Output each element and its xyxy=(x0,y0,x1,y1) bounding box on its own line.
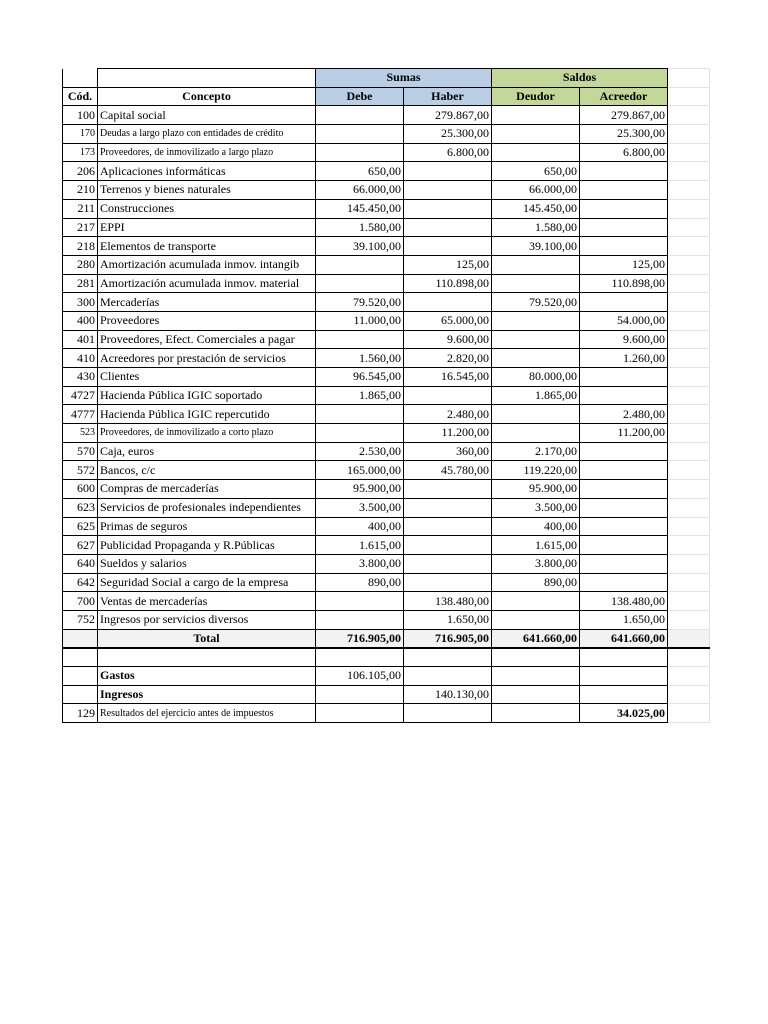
acreedor-cell: 11.200,00 xyxy=(580,424,668,443)
debe-cell: 1.615,00 xyxy=(316,536,404,555)
acreedor-cell: 279.867,00 xyxy=(580,106,668,125)
account-concept: Proveedores xyxy=(98,311,316,330)
acreedor-cell xyxy=(580,237,668,256)
ingresos-row-value: 140.130,00 xyxy=(404,685,492,704)
debe-cell: 400,00 xyxy=(316,517,404,536)
table-row xyxy=(63,536,710,555)
deudor-cell xyxy=(492,424,580,443)
debe-cell: 3.800,00 xyxy=(316,554,404,573)
total-debe: 716.905,00 xyxy=(316,629,404,648)
account-concept: Bancos, c/c xyxy=(98,461,316,480)
total-row xyxy=(63,629,710,648)
acreedor-cell xyxy=(580,573,668,592)
gastos-row xyxy=(63,667,710,686)
haber-cell: 360,00 xyxy=(404,442,492,461)
gastos-row-label: Gastos xyxy=(98,667,316,686)
table-row xyxy=(63,442,710,461)
debe-cell: 1.560,00 xyxy=(316,349,404,368)
deudor-cell xyxy=(492,330,580,349)
deudor-cell: 80.000,00 xyxy=(492,368,580,387)
cod-header: Cód. xyxy=(63,87,98,106)
debe-cell xyxy=(316,274,404,293)
account-concept: Mercaderías xyxy=(98,293,316,312)
table-row xyxy=(63,311,710,330)
account-concept: Caja, euros xyxy=(98,442,316,461)
haber-cell: 6.800,00 xyxy=(404,143,492,162)
account-code: 4777 xyxy=(63,405,98,424)
haber-cell: 16.545,00 xyxy=(404,368,492,387)
table-row xyxy=(63,255,710,274)
haber-cell: 2.820,00 xyxy=(404,349,492,368)
account-code: 170 xyxy=(63,125,98,144)
deudor-cell: 2.170,00 xyxy=(492,442,580,461)
debe-cell: 66.000,00 xyxy=(316,181,404,200)
acreedor-cell xyxy=(580,554,668,573)
acreedor-cell xyxy=(580,218,668,237)
account-code: 211 xyxy=(63,199,98,218)
account-code: 570 xyxy=(63,442,98,461)
total-acreedor: 641.660,00 xyxy=(580,629,668,648)
haber-cell xyxy=(404,554,492,573)
account-concept: Proveedores, de inmovilizado a corto plazo xyxy=(98,424,316,443)
table-row xyxy=(63,181,710,200)
account-code: 218 xyxy=(63,237,98,256)
account-concept: Acreedores por prestación de servicios xyxy=(98,349,316,368)
debe-cell xyxy=(316,610,404,629)
account-concept: Amortización acumulada inmov. intangib xyxy=(98,255,316,274)
account-code: 410 xyxy=(63,349,98,368)
deudor-cell xyxy=(492,610,580,629)
haber-cell: 279.867,00 xyxy=(404,106,492,125)
deudor-cell: 3.500,00 xyxy=(492,498,580,517)
table-row xyxy=(63,368,710,387)
account-concept: Hacienda Pública IGIC repercutido xyxy=(98,405,316,424)
acreedor-cell: 125,00 xyxy=(580,255,668,274)
deudor-cell: 66.000,00 xyxy=(492,181,580,200)
account-concept: Proveedores, Efect. Comerciales a pagar xyxy=(98,330,316,349)
debe-cell: 2.530,00 xyxy=(316,442,404,461)
debe-cell xyxy=(316,330,404,349)
acreedor-cell xyxy=(580,536,668,555)
total-deudor: 641.660,00 xyxy=(492,629,580,648)
haber-cell: 65.000,00 xyxy=(404,311,492,330)
acreedor-cell xyxy=(580,517,668,536)
account-concept: Aplicaciones informáticas xyxy=(98,162,316,181)
account-code: 401 xyxy=(63,330,98,349)
sumas-header: Sumas xyxy=(316,69,492,88)
debe-cell: 79.520,00 xyxy=(316,293,404,312)
debe-cell: 165.000,00 xyxy=(316,461,404,480)
haber-cell xyxy=(404,386,492,405)
table-row xyxy=(63,592,710,611)
account-concept: Clientes xyxy=(98,368,316,387)
acreedor-cell xyxy=(580,181,668,200)
deudor-cell: 145.450,00 xyxy=(492,199,580,218)
account-code: 4727 xyxy=(63,386,98,405)
account-code: 210 xyxy=(63,181,98,200)
account-code: 430 xyxy=(63,368,98,387)
acreedor-cell: 110.898,00 xyxy=(580,274,668,293)
haber-cell xyxy=(404,162,492,181)
deudor-cell xyxy=(492,311,580,330)
haber-cell: 110.898,00 xyxy=(404,274,492,293)
deudor-cell: 890,00 xyxy=(492,573,580,592)
resultado-row-value: 34.025,00 xyxy=(580,704,668,723)
column-header-row xyxy=(63,87,710,106)
deudor-cell xyxy=(492,274,580,293)
account-concept: Terrenos y bienes naturales xyxy=(98,181,316,200)
acreedor-cell: 9.600,00 xyxy=(580,330,668,349)
account-concept: Seguridad Social a cargo de la empresa xyxy=(98,573,316,592)
acreedor-cell xyxy=(580,498,668,517)
deudor-cell xyxy=(492,255,580,274)
haber-cell: 2.480,00 xyxy=(404,405,492,424)
resultado-row xyxy=(63,704,710,723)
haber-cell xyxy=(404,573,492,592)
deudor-cell: 400,00 xyxy=(492,517,580,536)
acreedor-header: Acreedor xyxy=(580,87,668,106)
account-concept: Compras de mercaderías xyxy=(98,480,316,499)
debe-header: Debe xyxy=(316,87,404,106)
debe-cell xyxy=(316,592,404,611)
account-code: 700 xyxy=(63,592,98,611)
ingresos-row-label: Ingresos xyxy=(98,685,316,704)
table-row xyxy=(63,162,710,181)
account-concept: Sueldos y salarios xyxy=(98,554,316,573)
table-row xyxy=(63,106,710,125)
account-code: 642 xyxy=(63,573,98,592)
account-code: 523 xyxy=(63,424,98,443)
deudor-cell: 79.520,00 xyxy=(492,293,580,312)
table-row xyxy=(63,461,710,480)
ingresos-row xyxy=(63,685,710,704)
account-code: 627 xyxy=(63,536,98,555)
deudor-cell xyxy=(492,349,580,368)
haber-cell xyxy=(404,517,492,536)
table-row xyxy=(63,610,710,629)
acreedor-cell: 6.800,00 xyxy=(580,143,668,162)
group-header-row xyxy=(63,69,710,88)
haber-cell xyxy=(404,218,492,237)
debe-cell: 96.545,00 xyxy=(316,368,404,387)
haber-cell xyxy=(404,293,492,312)
haber-cell xyxy=(404,536,492,555)
total-haber: 716.905,00 xyxy=(404,629,492,648)
debe-cell xyxy=(316,125,404,144)
haber-cell xyxy=(404,237,492,256)
debe-cell xyxy=(316,255,404,274)
debe-cell: 95.900,00 xyxy=(316,480,404,499)
table-row xyxy=(63,143,710,162)
account-concept: Deudas a largo plazo con entidades de crédito xyxy=(98,125,316,144)
table-row xyxy=(63,405,710,424)
account-code: 206 xyxy=(63,162,98,181)
haber-cell: 45.780,00 xyxy=(404,461,492,480)
table-row xyxy=(63,218,710,237)
acreedor-cell xyxy=(580,368,668,387)
deudor-cell: 1.580,00 xyxy=(492,218,580,237)
deudor-cell xyxy=(492,143,580,162)
deudor-cell xyxy=(492,125,580,144)
debe-cell xyxy=(316,143,404,162)
table-row xyxy=(63,199,710,218)
acreedor-cell xyxy=(580,199,668,218)
account-code: 640 xyxy=(63,554,98,573)
haber-cell: 9.600,00 xyxy=(404,330,492,349)
table-row xyxy=(63,386,710,405)
table-row xyxy=(63,480,710,499)
acreedor-cell: 2.480,00 xyxy=(580,405,668,424)
deudor-cell: 95.900,00 xyxy=(492,480,580,499)
account-concept: Hacienda Pública IGIC soportado xyxy=(98,386,316,405)
acreedor-cell xyxy=(580,442,668,461)
table-row xyxy=(63,330,710,349)
debe-cell: 1.865,00 xyxy=(316,386,404,405)
haber-cell xyxy=(404,480,492,499)
debe-cell: 650,00 xyxy=(316,162,404,181)
account-concept: Publicidad Propaganda y R.Públicas xyxy=(98,536,316,555)
debe-cell: 890,00 xyxy=(316,573,404,592)
account-code: 752 xyxy=(63,610,98,629)
debe-cell: 39.100,00 xyxy=(316,237,404,256)
account-code: 572 xyxy=(63,461,98,480)
saldos-header: Saldos xyxy=(492,69,668,88)
haber-cell: 125,00 xyxy=(404,255,492,274)
acreedor-cell xyxy=(580,480,668,499)
account-concept: Ingresos por servicios diversos xyxy=(98,610,316,629)
deudor-cell: 119.220,00 xyxy=(492,461,580,480)
debe-cell xyxy=(316,106,404,125)
account-concept: Ventas de mercaderías xyxy=(98,592,316,611)
haber-cell: 138.480,00 xyxy=(404,592,492,611)
haber-cell: 1.650,00 xyxy=(404,610,492,629)
trial-balance-table xyxy=(62,68,710,723)
account-code: 173 xyxy=(63,143,98,162)
acreedor-cell: 54.000,00 xyxy=(580,311,668,330)
table-row xyxy=(63,274,710,293)
table-row xyxy=(63,424,710,443)
acreedor-cell xyxy=(580,386,668,405)
table-row xyxy=(63,554,710,573)
deudor-cell: 1.615,00 xyxy=(492,536,580,555)
account-concept: Amortización acumulada inmov. material xyxy=(98,274,316,293)
debe-cell: 145.450,00 xyxy=(316,199,404,218)
account-code: 625 xyxy=(63,517,98,536)
deudor-cell xyxy=(492,106,580,125)
account-code: 280 xyxy=(63,255,98,274)
debe-cell xyxy=(316,405,404,424)
acreedor-cell: 1.650,00 xyxy=(580,610,668,629)
deudor-cell xyxy=(492,592,580,611)
haber-cell: 11.200,00 xyxy=(404,424,492,443)
account-code: 300 xyxy=(63,293,98,312)
account-concept: Servicios de profesionales independientes xyxy=(98,498,316,517)
deudor-cell: 650,00 xyxy=(492,162,580,181)
acreedor-cell: 138.480,00 xyxy=(580,592,668,611)
haber-header: Haber xyxy=(404,87,492,106)
spacer-row xyxy=(63,648,710,667)
account-code: 129 xyxy=(63,704,98,723)
table-row xyxy=(63,237,710,256)
haber-cell: 25.300,00 xyxy=(404,125,492,144)
deudor-cell: 3.800,00 xyxy=(492,554,580,573)
account-code: 217 xyxy=(63,218,98,237)
table-row xyxy=(63,573,710,592)
haber-cell xyxy=(404,498,492,517)
table-row xyxy=(63,349,710,368)
account-concept: Elementos de transporte xyxy=(98,237,316,256)
resultado-row-label: Resultados del ejercicio antes de impuestos xyxy=(98,704,316,723)
table-row xyxy=(63,498,710,517)
account-concept: Proveedores, de inmovilizado a largo plazo xyxy=(98,143,316,162)
account-concept: Primas de seguros xyxy=(98,517,316,536)
deudor-header: Deudor xyxy=(492,87,580,106)
table-row xyxy=(63,125,710,144)
deudor-cell: 39.100,00 xyxy=(492,237,580,256)
debe-cell: 11.000,00 xyxy=(316,311,404,330)
account-concept: Capital social xyxy=(98,106,316,125)
table-row xyxy=(63,517,710,536)
debe-cell: 1.580,00 xyxy=(316,218,404,237)
concepto-header: Concepto xyxy=(98,87,316,106)
acreedor-cell: 1.260,00 xyxy=(580,349,668,368)
haber-cell xyxy=(404,181,492,200)
account-concept: Construcciones xyxy=(98,199,316,218)
table-row xyxy=(63,293,710,312)
acreedor-cell xyxy=(580,461,668,480)
debe-cell xyxy=(316,424,404,443)
acreedor-cell: 25.300,00 xyxy=(580,125,668,144)
account-code: 400 xyxy=(63,311,98,330)
gastos-row-value: 106.105,00 xyxy=(316,667,404,686)
account-code: 281 xyxy=(63,274,98,293)
account-concept: EPPI xyxy=(98,218,316,237)
account-code: 100 xyxy=(63,106,98,125)
haber-cell xyxy=(404,199,492,218)
acreedor-cell xyxy=(580,293,668,312)
acreedor-cell xyxy=(580,162,668,181)
account-code: 623 xyxy=(63,498,98,517)
deudor-cell xyxy=(492,405,580,424)
debe-cell: 3.500,00 xyxy=(316,498,404,517)
account-code: 600 xyxy=(63,480,98,499)
deudor-cell: 1.865,00 xyxy=(492,386,580,405)
total-label: Total xyxy=(98,629,316,648)
